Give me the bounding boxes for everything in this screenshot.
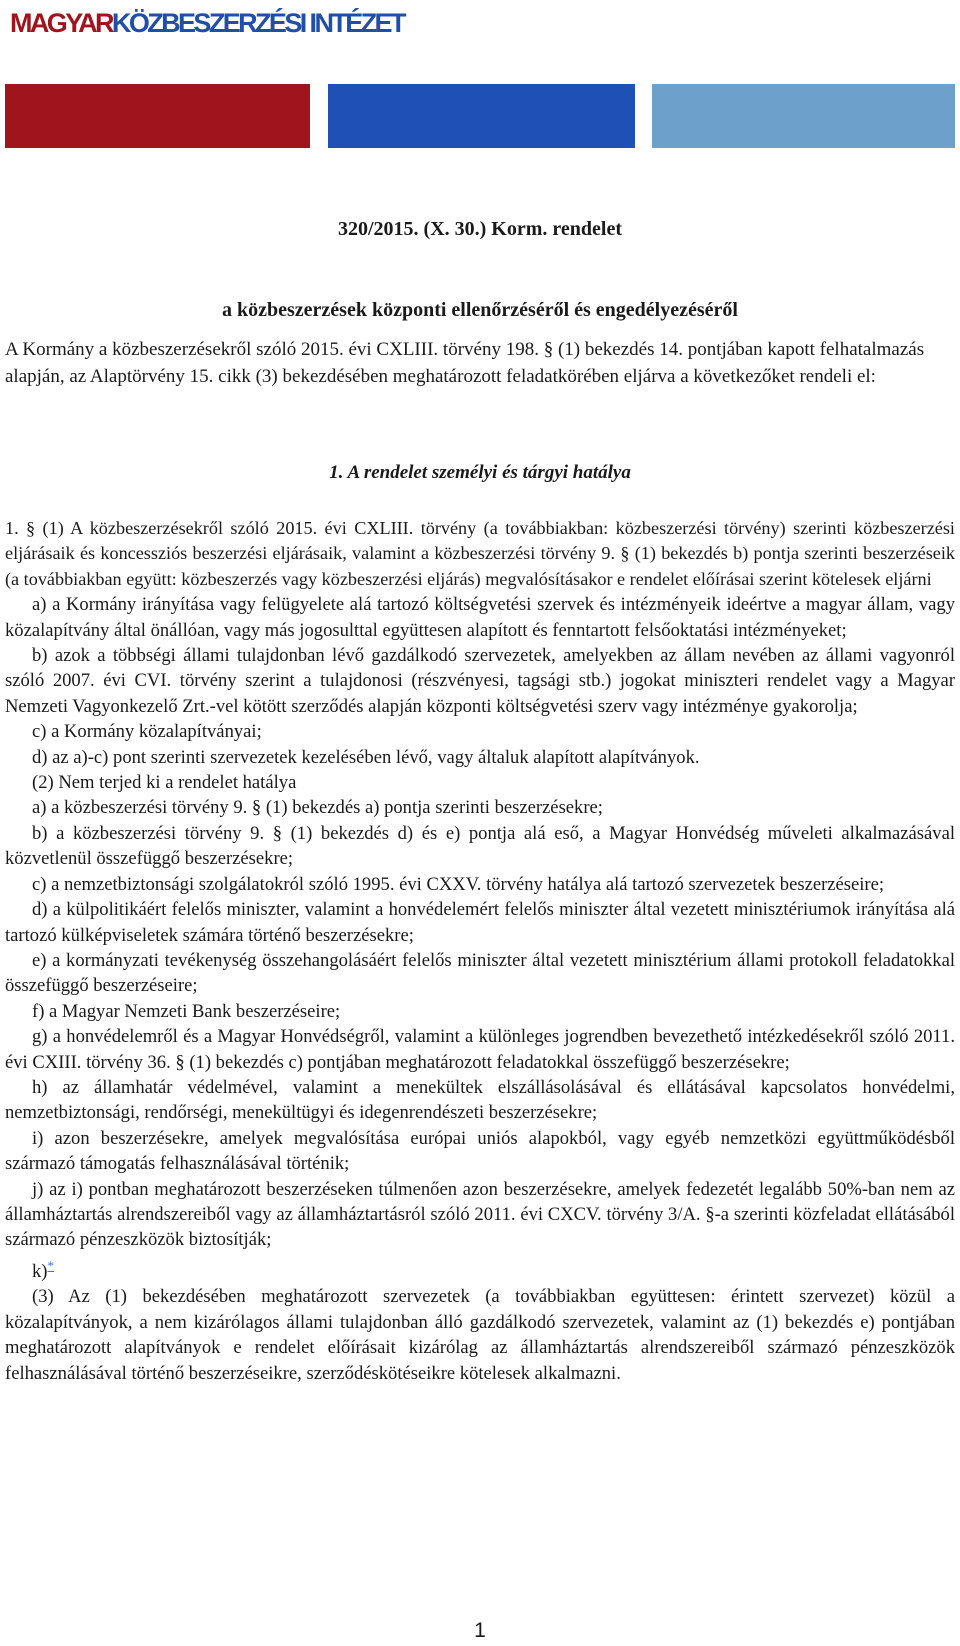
page-number: 1: [474, 1619, 486, 1642]
paragraph-2-i: i) azon beszerzésekre, amelyek megvalósítása európai uniós alapokból, vagy egyéb nemzetközi együttműködésből származó támogatás felhasználásával történik;: [5, 1127, 955, 1175]
paragraph-2-d: d) a külpolitikáért felelős miniszter, valamint a honvédelemért felelős miniszter által vezetett minisztériumok irányítása alá tartozó külképviseletek számára történő beszerzésekre;: [5, 899, 955, 946]
paragraph-2-b: b) a közbeszerzési törvény 9. § (1) bekezdés d) és e) pontja alá eső, a Magyar Honvédség műveleti alkalmazásával közvetlenül összefüggő beszerzésekre;: [5, 822, 955, 870]
header-band-light-blue: [652, 84, 955, 148]
document-title: 320/2015. (X. 30.) Korm. rendelet: [337, 218, 623, 240]
paragraph-2-g: g) a honvédelemről és a Magyar Honvédségről, valamint a különleges jogrendben bevezethető intézkedésekről szóló 2011. évi CXIII. törvény 36. § (1) bekezdés c) pontjában meghatározott feladatokkal összefüggő beszerzésekre;: [5, 1026, 955, 1073]
paragraph-3: (3) Az (1) bekezdésében meghatározott szervezetek (a továbbiakban együttesen: érintett szervezet) közül a közalapítványok, a nem kizárólagos állami tulajdonban álló gazdálkodó szervezetek, valamint az (1) bekezdés e) pontjában meghatározott alapítványok e rendelet előírásait kizárólag az államháztartás alrendszereiből származó pénzeszközök felhasználásával történő beszerzéseikre, szerződéskötéseikre kötelesek alkalmazni.: [5, 1286, 955, 1384]
paragraph-2-k-label: k): [32, 1260, 48, 1282]
header-band-red: [5, 84, 310, 148]
intro-paragraph: A Kormány a közbeszerzésekről szóló 2015. évi CXLIII. törvény 198. § (1) bekezdés 14. pontjában kapott felhatalmazás alapján, az Alaptörvény 15. cikk (3) bekezdésében meghatározott feladatkörében eljárva a következőket rendeli el:: [5, 339, 925, 387]
paragraph-2-h: h) az államhatár védelmével, valamint a menekültek elszállásolásával és ellátásával kapcsolatos honvédelmi, nemzetbiztonsági, rendőrségi, menekültügyi és idegenrendészeti beszerzésekre;: [5, 1076, 955, 1124]
paragraph-2: (2) Nem terjed ki a rendelet hatálya: [32, 772, 297, 794]
institute-logo: [10, 6, 404, 40]
paragraph-2-c: c) a nemzetbiztonsági szolgálatokról szóló 1995. évi CXXV. törvény hatálya alá tartozó szervezetek beszerzéseire;: [32, 873, 885, 895]
section-title: 1. A rendelet személyi és tárgyi hatálya: [329, 462, 631, 483]
document-subtitle: a közbeszerzések központi ellenőrzéséről és engedélyezéséről: [222, 299, 738, 321]
paragraph-2-e: e) a kormányzati tevékenység összehangolásáért felelős miniszter által vezetett minisztérium állami protokoll feladatokkal összefüggő beszerzéseire;: [5, 949, 955, 997]
paragraph-1-b: b) azok a többségi állami tulajdonban lévő gazdálkodó szervezetek, amelyekben az állam nevében az állami vagyonról szóló 2007. évi CVI. törvény szerint a tulajdonosi (részvényesi, tagsági stb.) jogokat miniszteri rendelet vagy a Magyar Nemzeti Vagyonkezelő Zrt.-vel kötött szerződés alapján központi költségvetési szerv vagy intézménye gyakorolja;: [5, 645, 955, 717]
footnote-link[interactable]: *: [47, 1257, 54, 1273]
paragraph-2-j: j) az i) pontban meghatározott beszerzéseken túlmenően azon beszerzésekre, amelyek fedezetét legalább 50%-ban nem az államháztartás alrendszereiből vagy az államháztartásról szóló 2011. évi CXCV. törvény 3/A. §-a szerinti közfeladat ellátásából származó pénzeszközök biztosítják;: [5, 1178, 955, 1251]
paragraph-1-d: d) az a)-c) pont szerinti szervezetek kezelésében lévő, vagy általuk alapított alapítványok.: [32, 746, 700, 768]
paragraph-2-a: a) a közbeszerzési törvény 9. § (1) bekezdés a) pontja szerinti beszerzésekre;: [32, 797, 603, 819]
paragraph-2-f: f) a Magyar Nemzeti Bank beszerzéseire;: [32, 1000, 341, 1022]
paragraph-1-c: c) a Kormány közalapítványai;: [32, 721, 262, 743]
paragraph-2-k: [5, 1253, 955, 1285]
logo-part2: KÖZBESZERZÉSI INTÉZET: [111, 8, 404, 38]
paragraph-1: 1. § (1) A közbeszerzésekről szóló 2015. évi CXLIII. törvény (a továbbiakban: közbeszerzési törvény) szerinti közbeszerzési eljárásaik és koncessziós beszerzési eljárásaik, valamint a közbeszerzési törvény 9. § (1) bekezdés b) pontja szerinti beszerzéseik (a továbbiakban együtt: közbeszerzés vagy közbeszerzési eljárás) megvalósításakor e rendelet előírásai szerint kötelesek eljárni: [5, 518, 955, 589]
paragraph-1-a: a) a Kormány irányítása vagy felügyelete alá tartozó költségvetési szervek és intézményeik ideértve a magyar állam, vagy közalapítvány által önállóan, vagy más jogosulttal együttesen alapított és fenntartott felsőoktatási intézményeket;: [5, 594, 955, 641]
document-body: [5, 516, 955, 1386]
header-band-blue: [328, 84, 635, 148]
logo-part1: MAGYAR: [10, 8, 112, 38]
